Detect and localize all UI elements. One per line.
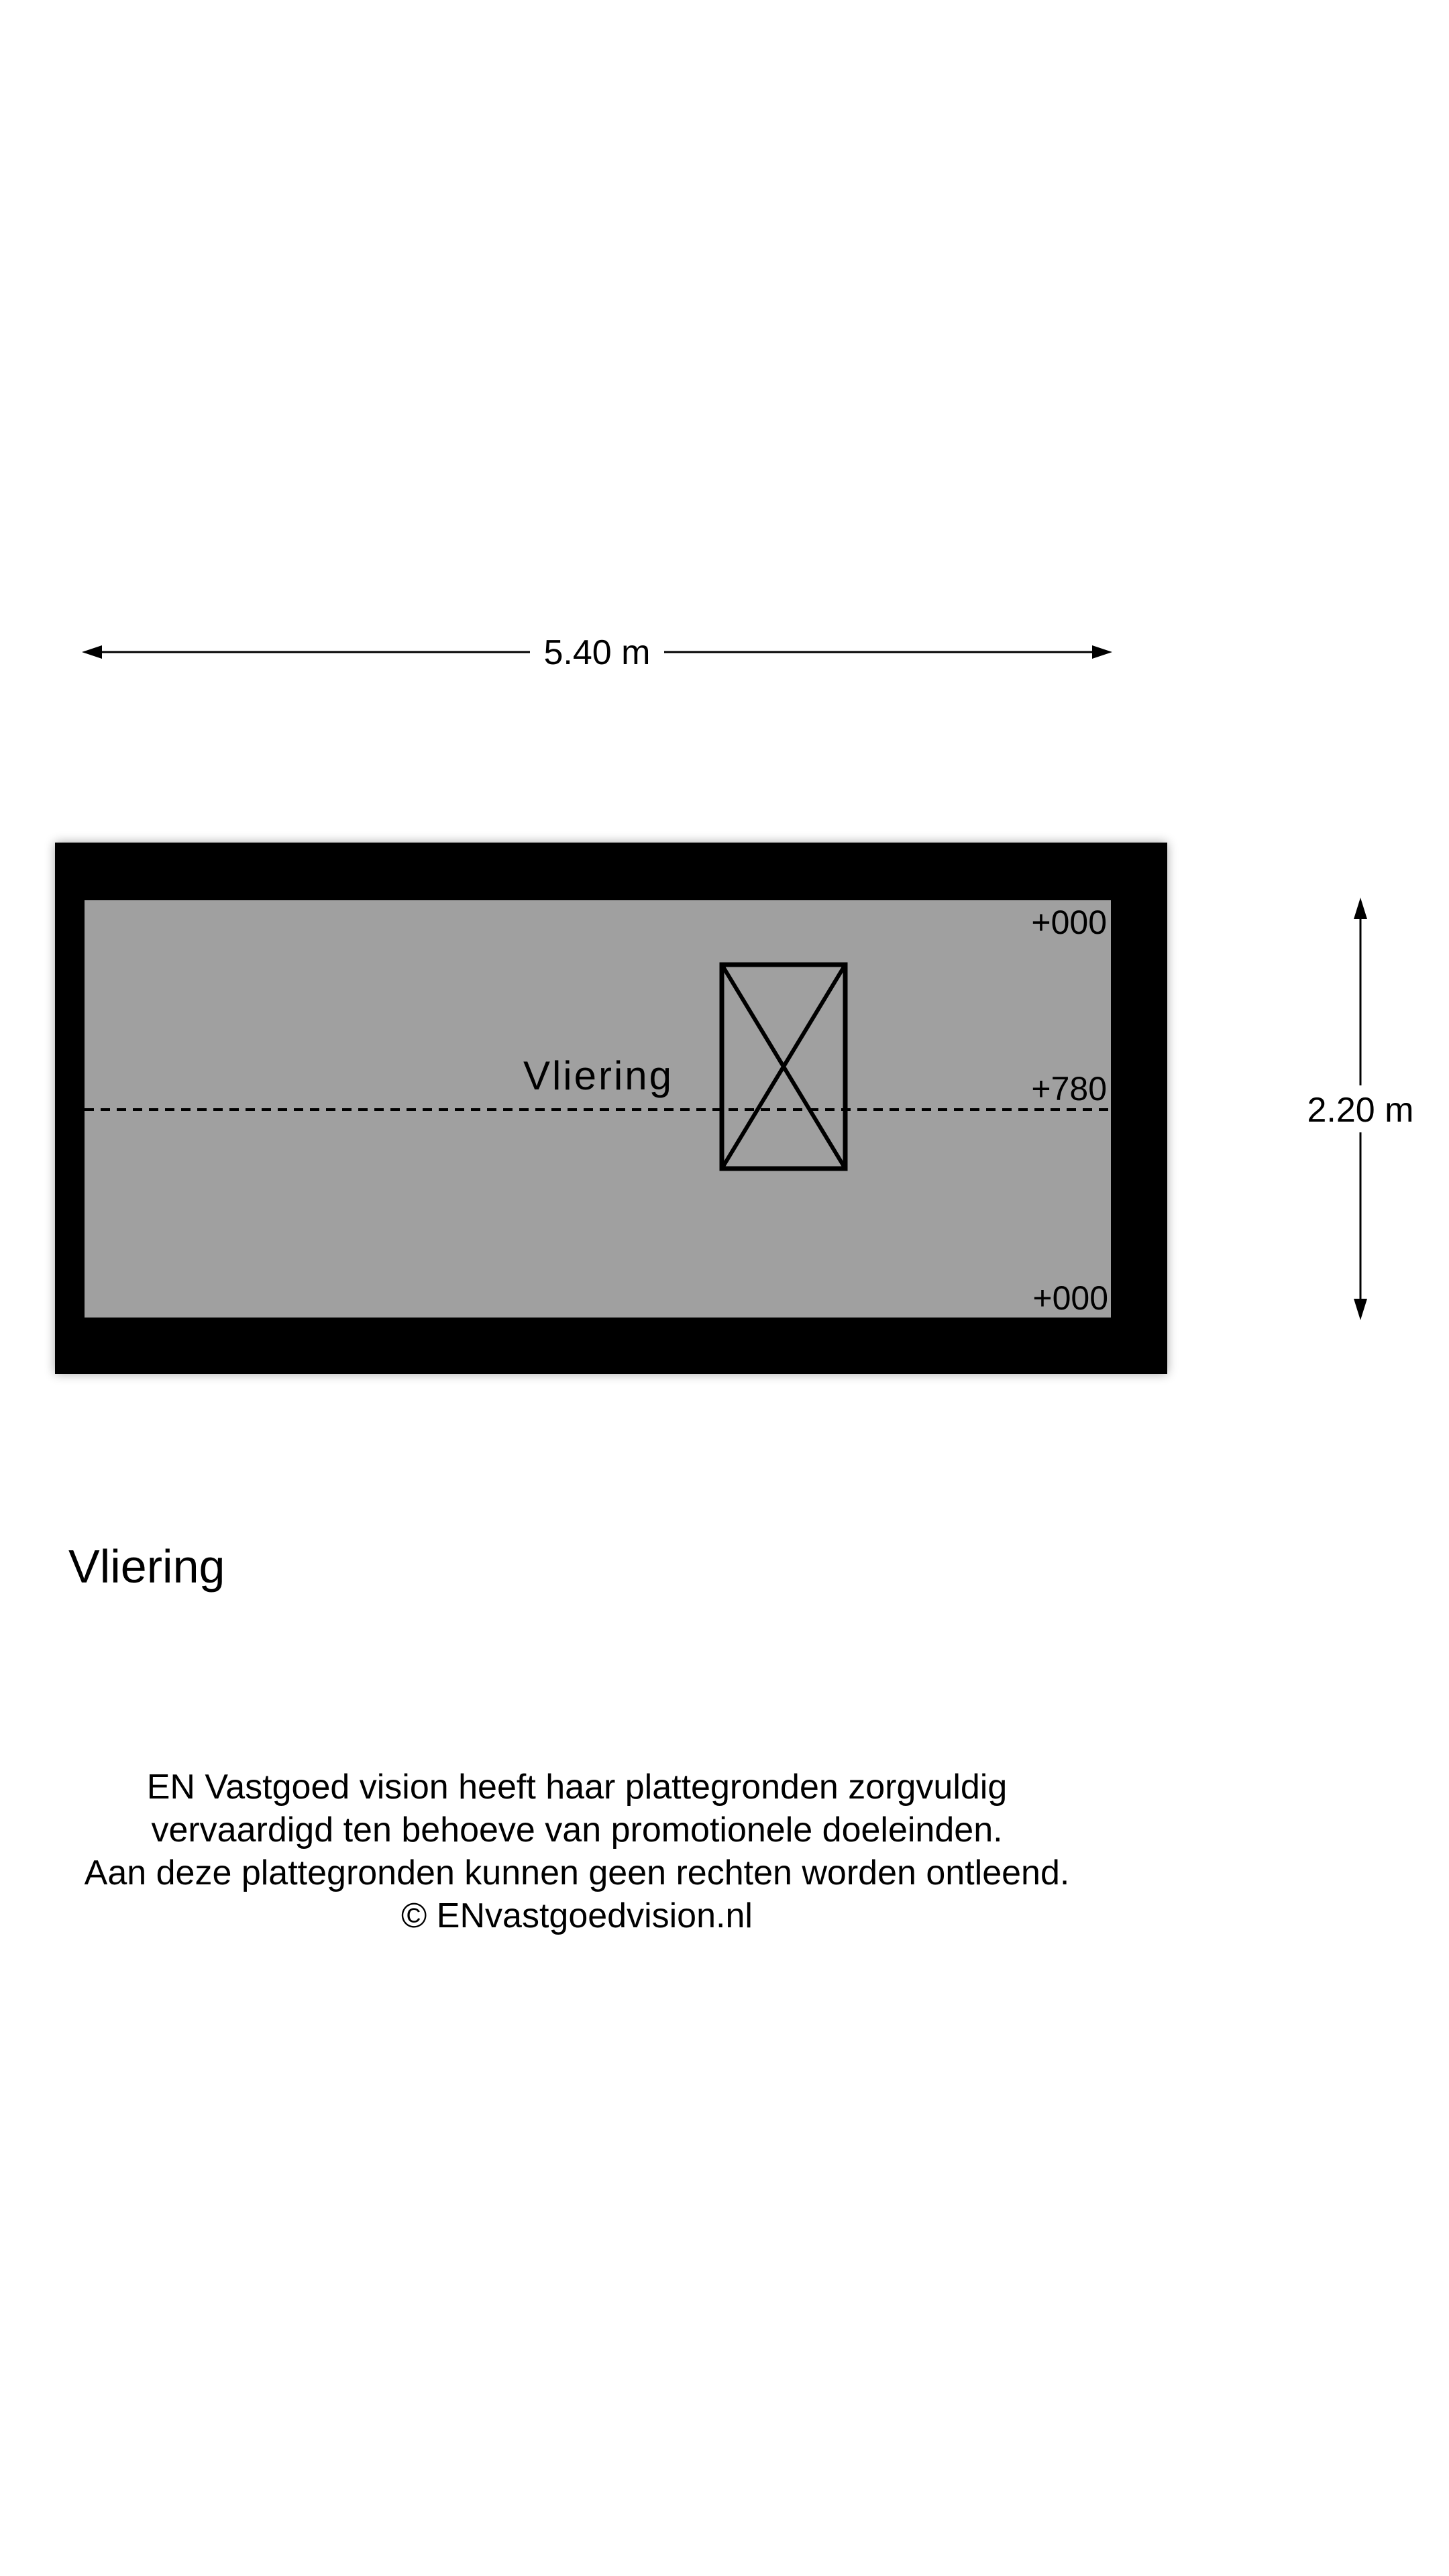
level-ridge-label: +780 xyxy=(1031,1070,1107,1108)
arrow-down-icon xyxy=(1354,1299,1367,1320)
arrow-left-icon xyxy=(82,645,102,659)
level-bottom-label: +000 xyxy=(1032,1279,1108,1317)
width-dimension xyxy=(82,633,1112,672)
disclaimer xyxy=(27,1766,1127,1937)
width-dimension-label: 5.40 m xyxy=(543,633,651,672)
height-dimension-label: 2.20 m xyxy=(1307,1091,1414,1130)
height-dimension xyxy=(1307,898,1414,1320)
arrow-right-icon xyxy=(1092,645,1112,659)
disclaimer-line-3: Aan deze plattegronden kunnen geen rechten worden ontleend. xyxy=(84,1854,1070,1892)
room-label: Vliering xyxy=(523,1053,674,1098)
floor-name: Vliering xyxy=(68,1540,225,1593)
disclaimer-line-4: © ENvastgoedvision.nl xyxy=(401,1896,753,1935)
level-top-label: +000 xyxy=(1031,904,1107,941)
disclaimer-line-1: EN Vastgoed vision heeft haar plattegronden zorgvuldig xyxy=(146,1768,1008,1807)
disclaimer-line-2: vervaardigd ten behoeve van promotionele doeleinden. xyxy=(151,1811,1003,1849)
arrow-up-icon xyxy=(1354,898,1367,919)
